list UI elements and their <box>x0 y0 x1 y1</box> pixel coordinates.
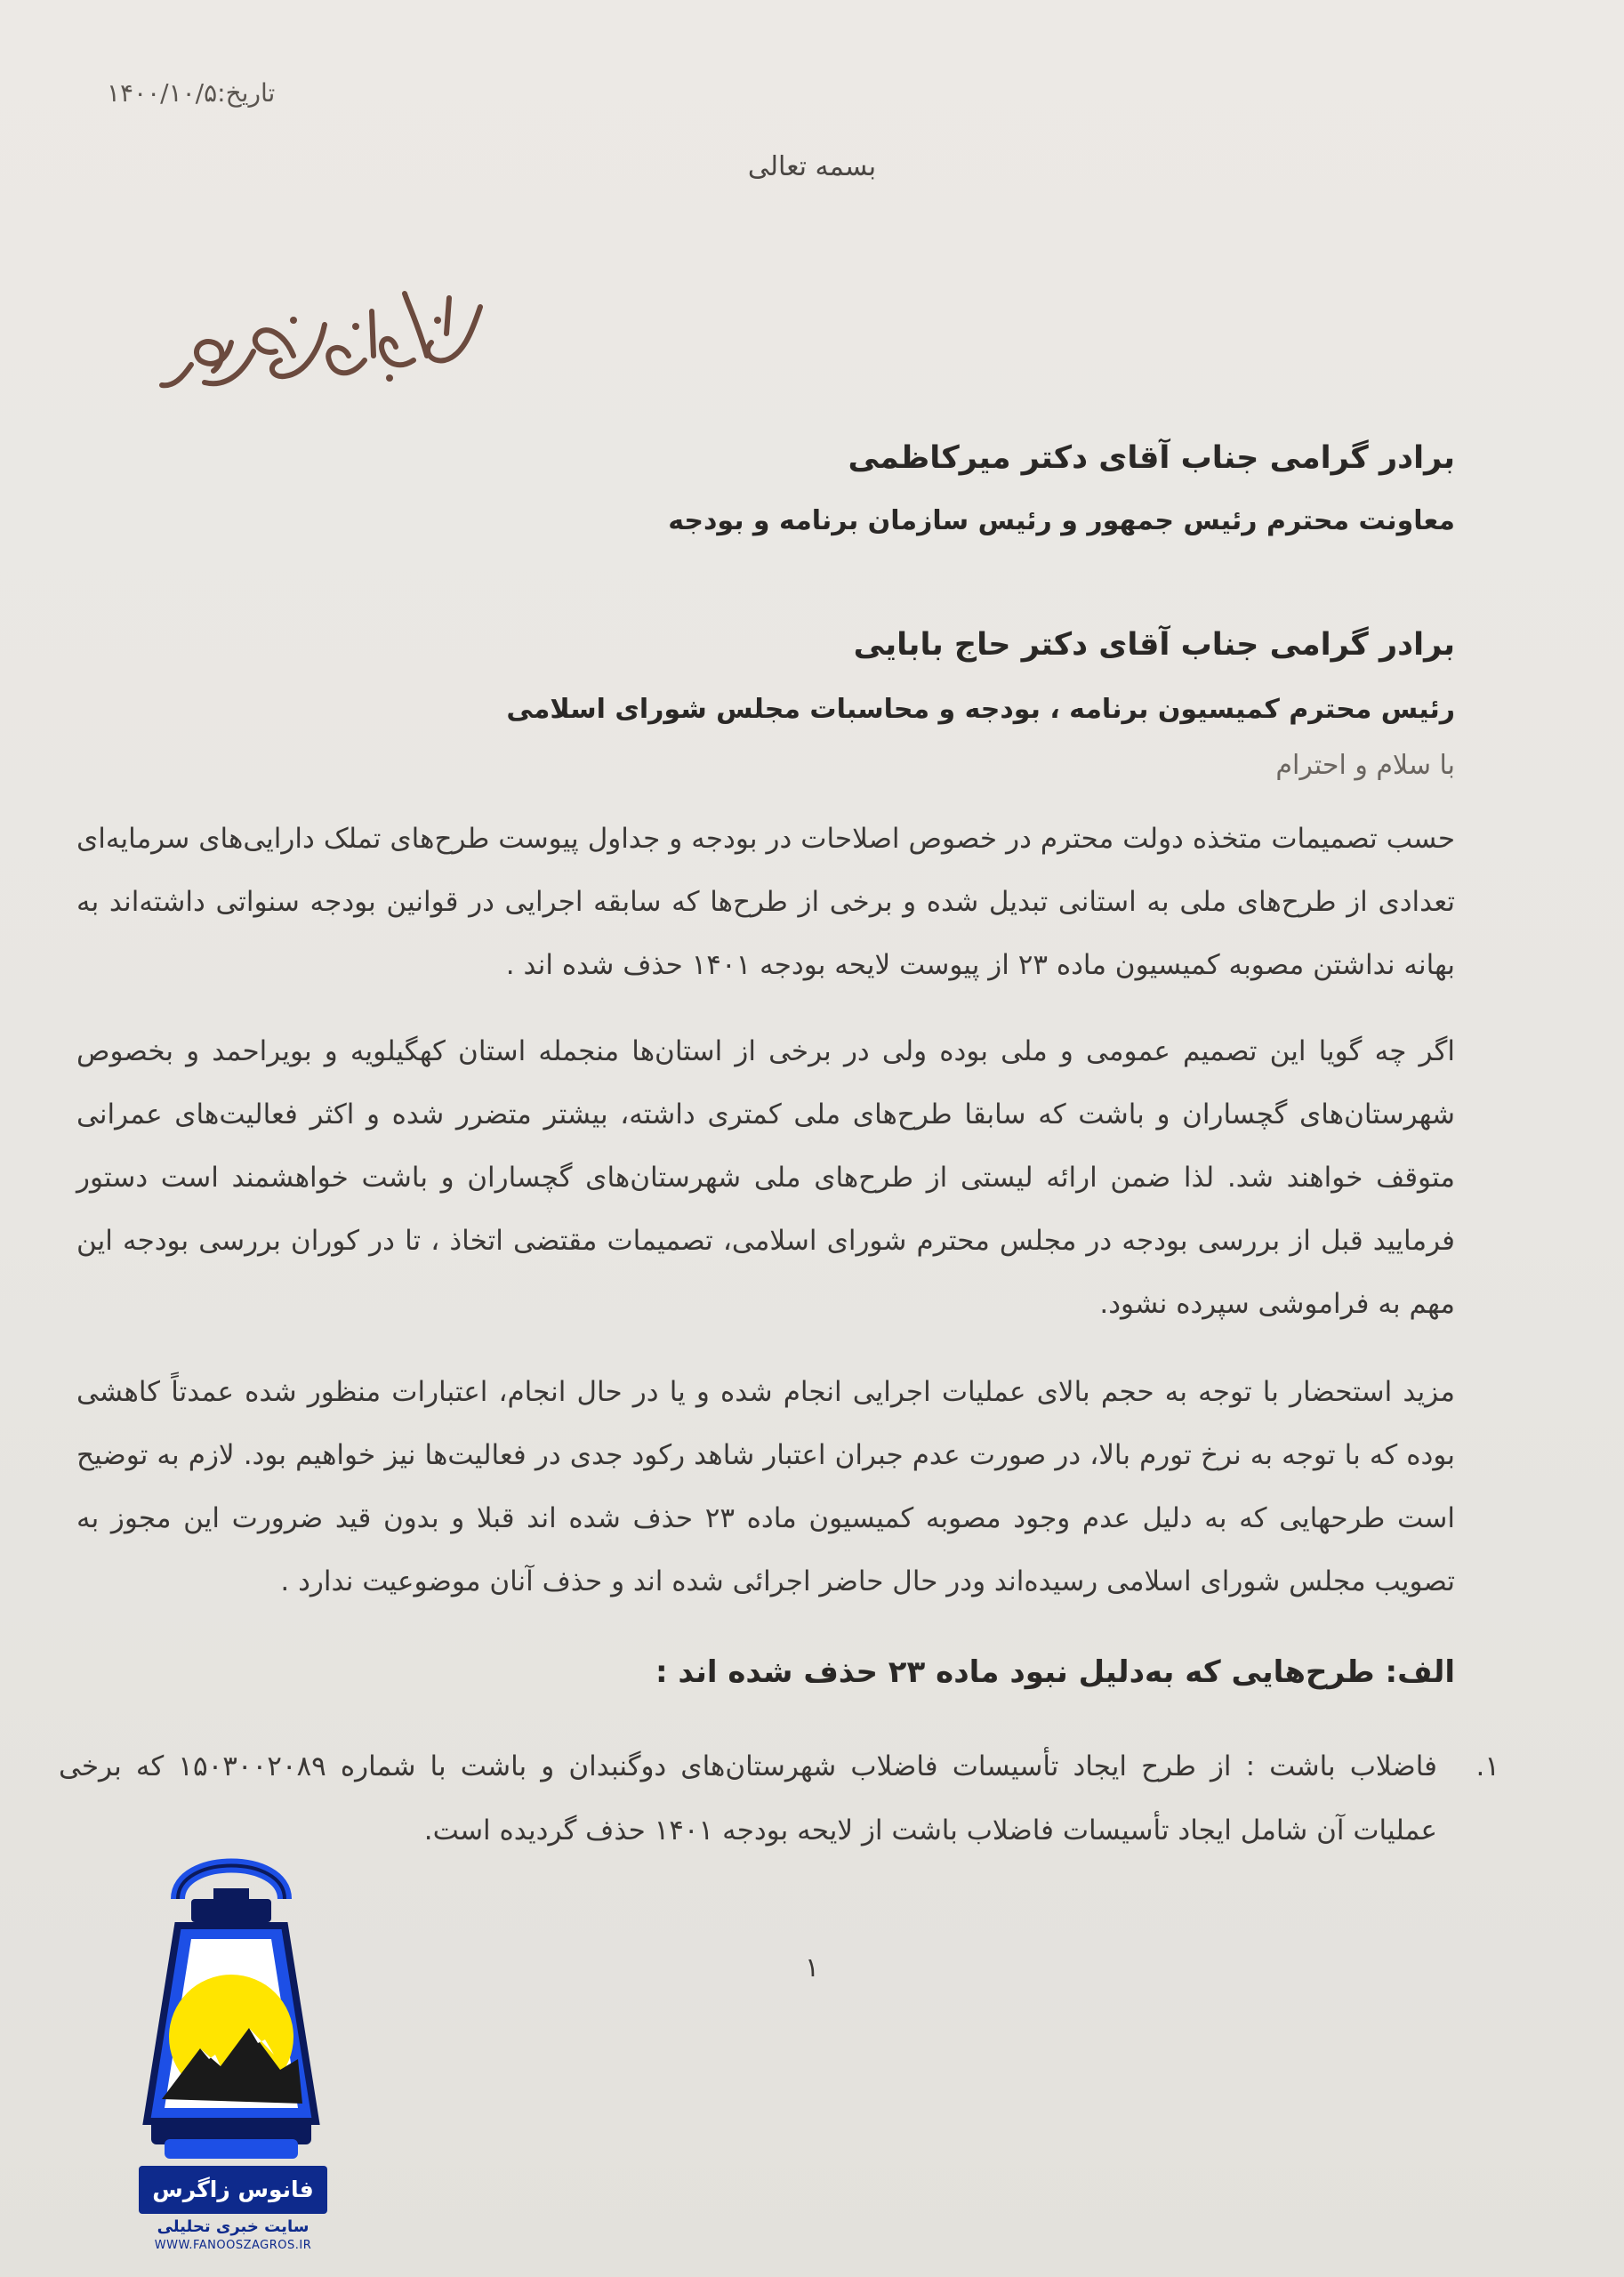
paragraph-3: مزید استحضار با توجه به حجم بالای عملیات اجرایی انجام شده و یا در حال انجام، اعتبارات منظور شده عمدتاً کاهشی بوده که با توجه به نرخ تورم بالا، در صورت عدم جبران اعتبار شاهد رکود جدی در فعالیت‌ها نیز خواهیم بود. لازم به توضیح است طرحهایی که به دلیل عدم وجود مصوبه کمیسیون ماده ۲۳ حذف شده اند قبلا و بدون قید ضرورت این مجوز به تصویب مجلس شورای اسلامی رسیده‌اند ودر حال حاضر اجرائی شده اند و حذف آنان موضوعیت ندارد . <box>76 1376 1455 1597</box>
handwritten-signature <box>151 271 498 414</box>
recipient-2-title: رئیس محترم کمیسیون برنامه ، بودجه و محاسبات مجلس شورای اسلامی <box>506 694 1455 725</box>
logo-tagline: سایت خبری تحلیلی <box>157 2217 310 2236</box>
fanoos-zagros-logo <box>116 1837 347 2255</box>
logo-name: فانوس زاگرس <box>139 2166 327 2214</box>
paragraph-2: اگر چه گویا این تصمیم عمومی و ملی بوده ولی در برخی از استان‌ها منجمله استان کهگیلویه و بویراحمد و بخصوص شهرستان‌های گچساران و باشت که سابقا طرح‌های ملی کمتری داشته، بیشتر متضرر شده و اکثر فعالیت‌های عمرانی متوقف خواهند شد. لذا ضمن ارائه لیستی از طرح‌های ملی شهرستان‌های گچساران و باشت خواهشمند است دستور فرمایید قبل از بررسی بودجه در مجلس محترم شورای اسلامی، تصمیمات مقتضی اتخاذ ، تا در کوران بررسی بودجه این مهم به فراموشی سپرده نشود. <box>76 1035 1455 1320</box>
paragraph-1: حسب تصمیمات متخذه دولت محترم در خصوص اصلاحات در بودجه و جداول پیوست طرح‌های تملک دارایی‌های سرمایه‌ای تعدادی از طرح‌های ملی به استانی تبدیل شده و برخی از طرح‌ها که سابقه اجرایی در قوانین بودجه سنواتی داشته‌اند به بهانه نداشتن مصوبه کمیسیون ماده ۲۳ از پیوست لایحه بودجه ۱۴۰۱ حذف شده اند . <box>76 823 1455 981</box>
basmala-heading: بسمه تعالی <box>747 151 877 182</box>
greeting: با سلام و احترام <box>1275 750 1455 781</box>
lantern-icon <box>116 1837 347 2166</box>
recipient-1-title: معاونت محترم رئیس جمهور و رئیس سازمان برنامه و بودجه <box>668 505 1455 536</box>
recipient-2-name: برادر گرامی جناب آقای دکتر حاج بابایی <box>853 627 1455 663</box>
logo-url: WWW.FANOOSZAGROS.IR <box>154 2239 312 2252</box>
page-number: ۱ <box>804 1952 820 1983</box>
section-title: الف: طرح‌هایی که به‌دلیل نبود ماده ۲۳ حذف شده اند : <box>655 1654 1455 1690</box>
list-item-text: فاضلاب باشت : از طرح ایجاد تأسیسات فاضلاب شهرستان‌های دوگنبدان و باشت با شماره ۱۵۰۳۰۰۲۰۸۹ که برخی عملیات آن شامل ایجاد تأسیسات فاضلاب باشت از لایحه بودجه ۱۴۰۱ حذف گردیده است. <box>59 1750 1437 1847</box>
recipient-1-name: برادر گرامی جناب آقای دکتر میرکاظمی <box>848 440 1455 476</box>
list-item-number: ۱. <box>1475 1750 1499 1782</box>
letter-date: تاریخ:۱۴۰۰/۱۰/۵ <box>107 78 276 108</box>
